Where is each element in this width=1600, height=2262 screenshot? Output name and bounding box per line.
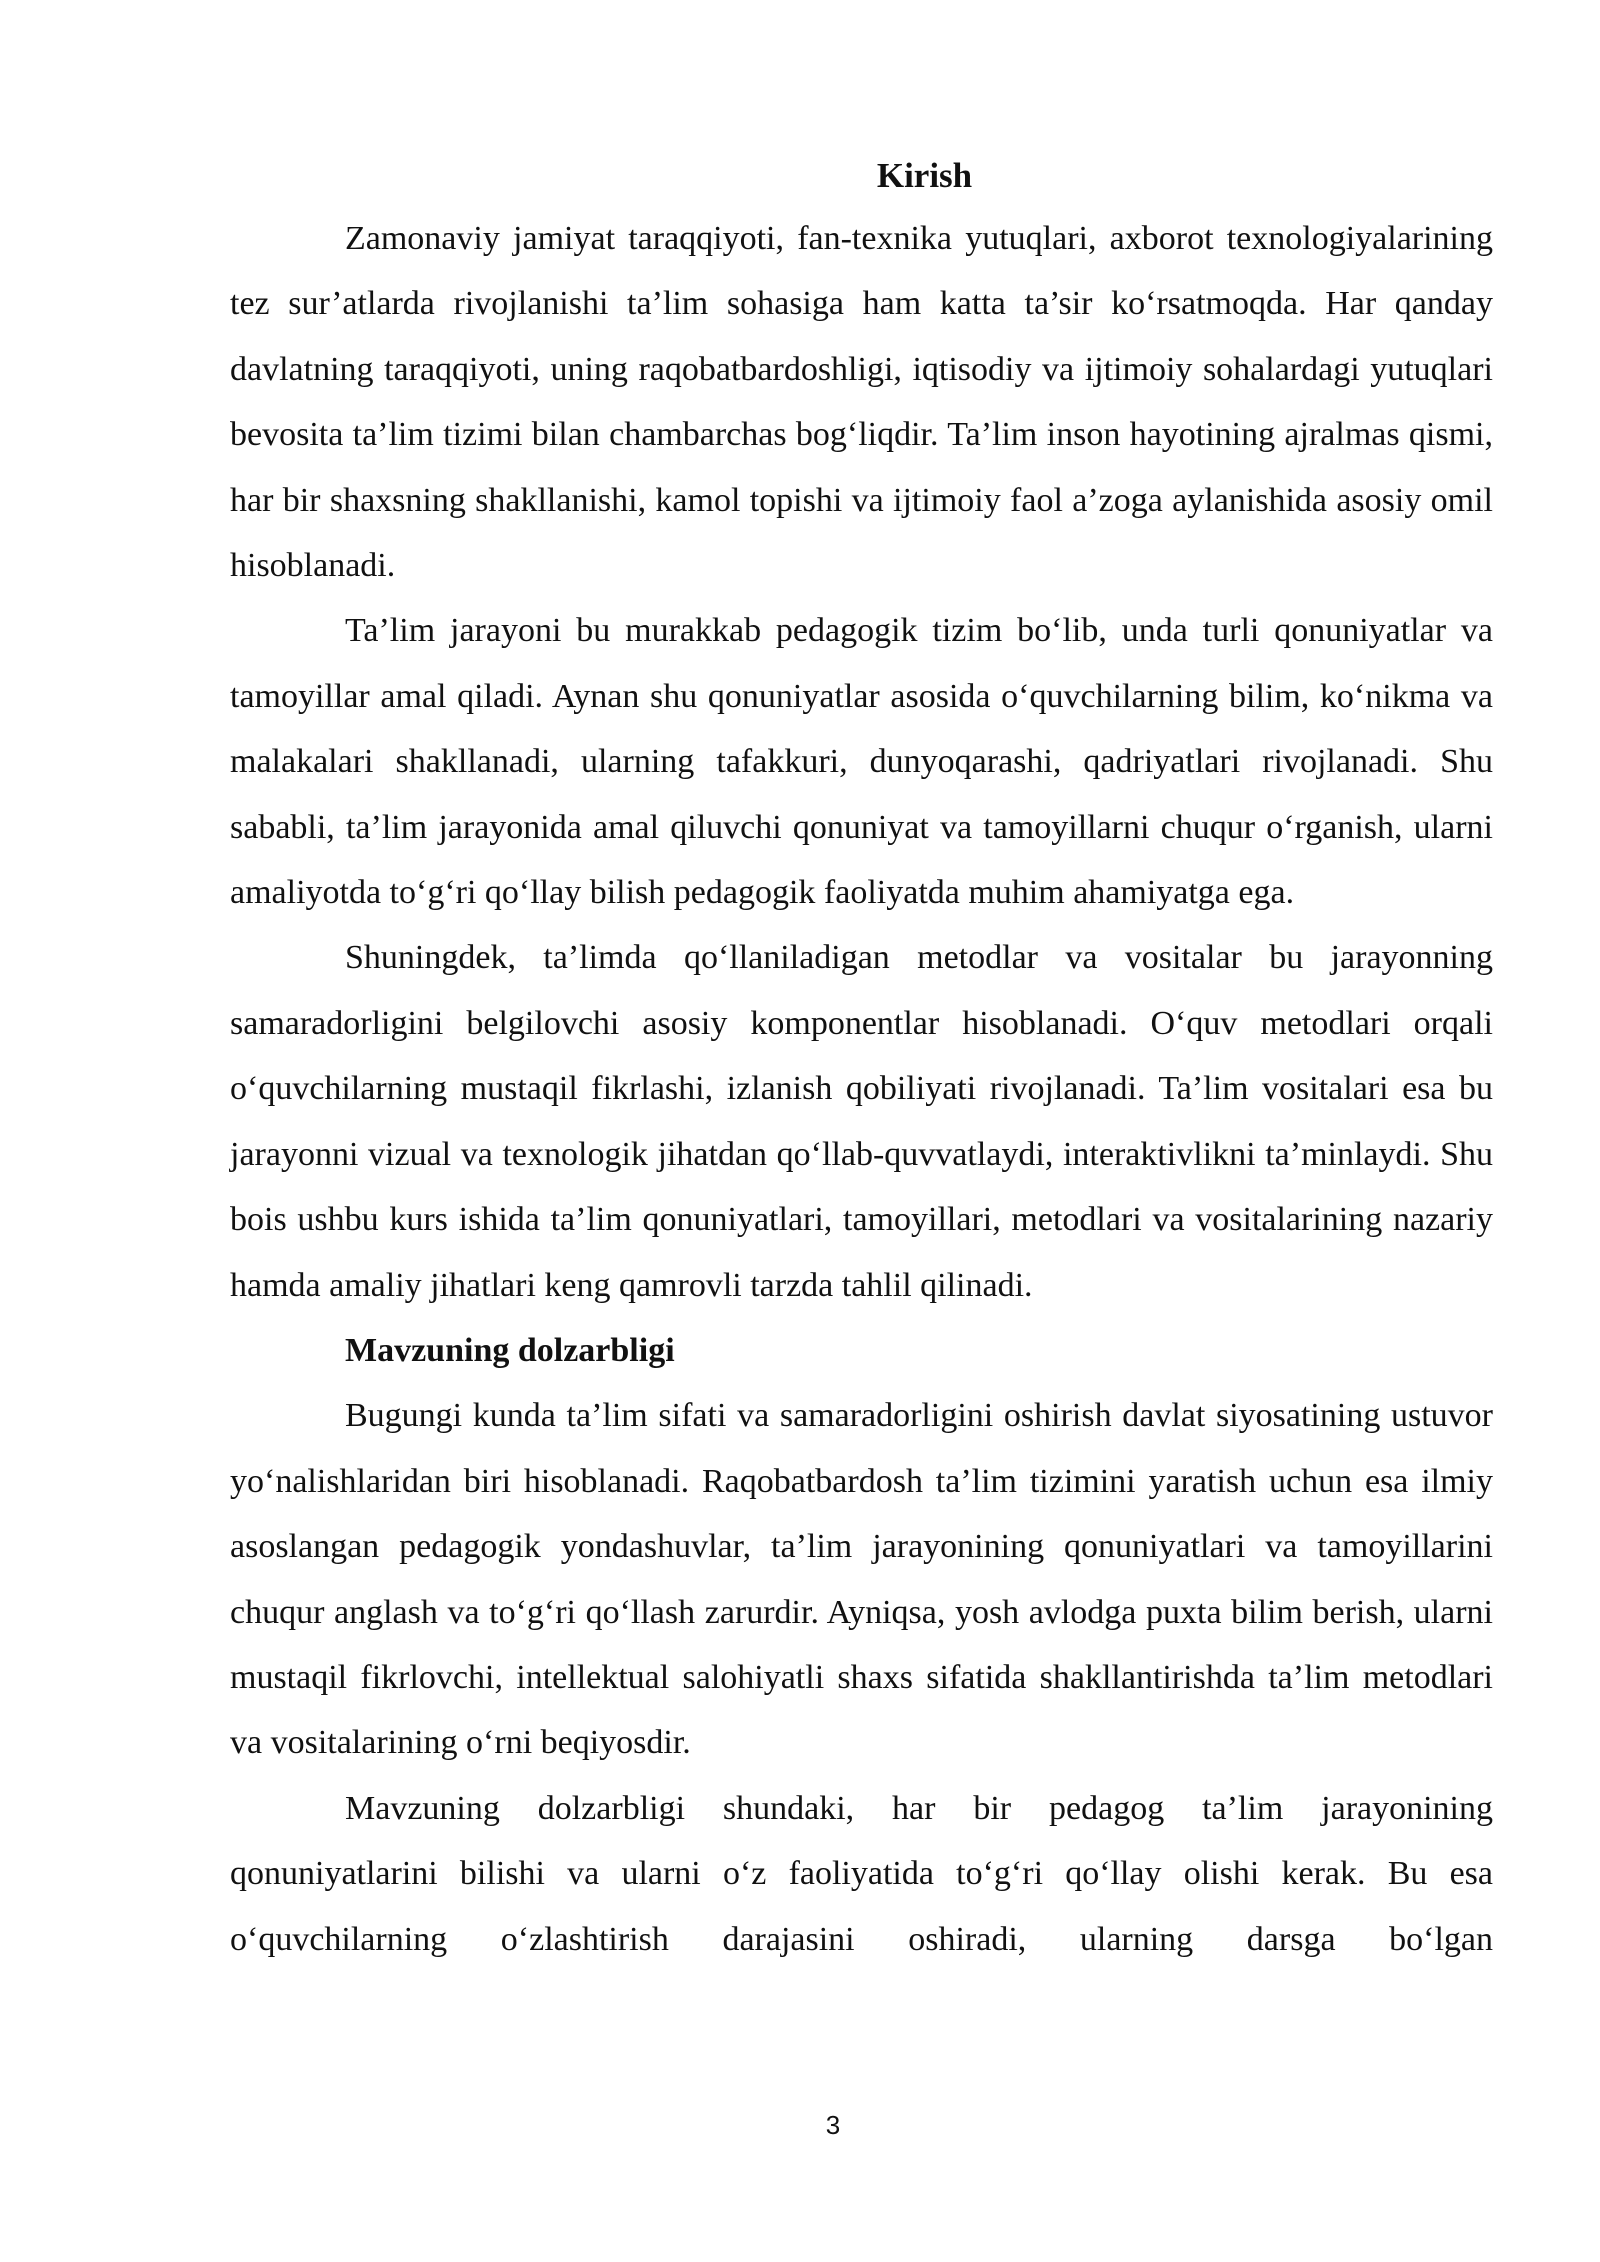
paragraph-intro-3: Shuningdek, ta’limda qo‘llaniladigan metodlar va vositalar bu jarayonning samaradorligini belgilovchi asosiy komponentlar hisoblanadi. O‘quv metodlari orqali o‘quvchilarning mustaqil fikrlashi, izlanish qobiliyati rivojlanadi. Ta’lim vositalari esa bu jarayonni vizual va texnologik jihatdan qo‘llab-quvvatlaydi, interaktivlikni ta’minlaydi. Shu bois ushbu kurs ishida ta’lim qonuniyatlari, tamoyillari, metodlari va vositalarining nazariy hamda amaliy jihatlari keng qamrovli tarzda tahlil qilinadi. <box>230 939 1493 1304</box>
paragraph-relevance-1: Bugungi kunda ta’lim sifati va samaradorligini oshirish davlat siyosatining ustuvor yo‘nalishlaridan biri hisoblanadi. Raqobatbardosh ta’lim tizimini yaratish uchun esa ilmiy asoslangan pedagogik yondashuvlar, ta’lim jarayonining qonuniyatlari va tamoyillarini chuqur anglash va to‘g‘ri qo‘llash zarurdir. Ayniqsa, yosh avlodga puxta bilim berish, ularni mustaqil fikrlovchi, intellektual salohiyatli shaxs sifatida shakllantirishda ta’lim metodlari va vositalarining o‘rni beqiyosdir. <box>230 1397 1493 1762</box>
page-title: Kirish <box>876 156 973 195</box>
paragraph-relevance-2: Mavzuning dolzarbligi shundaki, har bir pedagog ta’lim jarayonining qonuniyatlarini bilishi va ularni o‘z faoliyatida to‘g‘ri qo‘llay olishi kerak. Bu esa o‘quvchilarning o‘zlashtirish darajasini oshiradi, ularning darsga bo‘lgan <box>230 1789 1493 1958</box>
paragraph-intro-1: Zamonaviy jamiyat taraqqiyoti, fan-texnika yutuqlari, axborot texnologiyalarining tez sur’atlarda rivojlanishi ta’lim sohasiga ham katta ta’sir ko‘rsatmoqda. Har qanday davlatning taraqqiyoti, uning raqobatbardoshligi, iqtisodiy va ijtimoiy sohalardagi yutuqlari bevosita ta’lim tizimi bilan chambarchas bog‘liqdir. Ta’lim inson hayotining ajralmas qismi, har bir shaxsning shakllanishi, kamol topishi va ijtimoiy faol a’zoga aylanishida asosiy omil hisoblanadi. <box>230 220 1493 585</box>
section-heading: Mavzuning dolzarbligi <box>345 1331 675 1369</box>
page-content <box>230 146 1493 1972</box>
page-number: 3 <box>825 2110 841 2140</box>
paragraph-intro-2: Ta’lim jarayoni bu murakkab pedagogik tizim bo‘lib, unda turli qonuniyatlar va tamoyillar amal qiladi. Aynan shu qonuniyatlar asosida o‘quvchilarning bilim, ko‘nikma va malakalari shakllanadi, ularning tafakkuri, dunyoqarashi, qadriyatlari rivojlanadi. Shu sababli, ta’lim jarayonida amal qiluvchi qonuniyat va tamoyillarni chuqur o‘rganish, ularni amaliyotda to‘g‘ri qo‘llay bilish pedagogik faoliyatda muhim ahamiyatga ega. <box>230 612 1493 912</box>
